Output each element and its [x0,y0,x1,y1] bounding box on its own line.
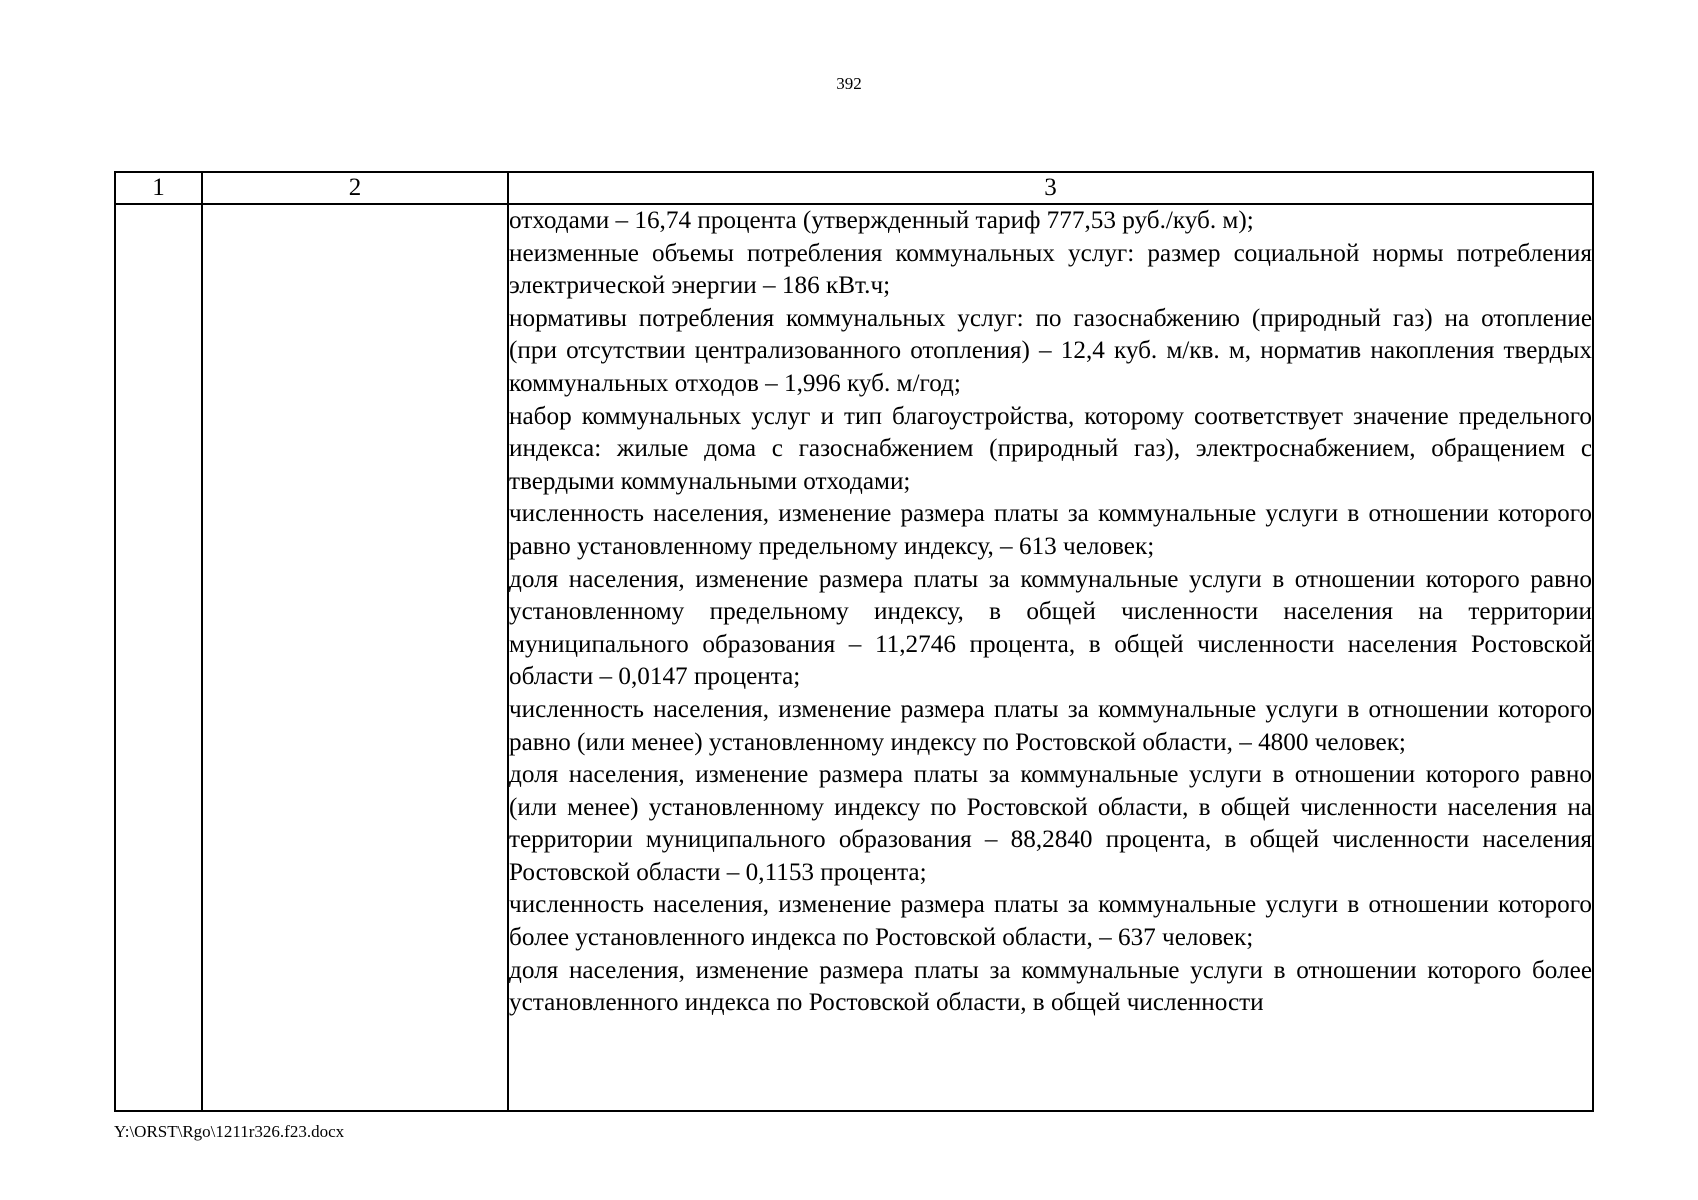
column-header-3: 3 [508,172,1593,204]
paragraph: нормативы потребления коммунальных услуг: по газоснабжению (природный газ) на отопление (при отсутствии централизованного отопления) – 12,4 куб. м/кв. м, норматив накопления твердых коммунальных отходов – 1,996 куб. м/год; [509,304,1592,397]
column-2-cell [202,204,508,1111]
table-row [115,204,1593,1111]
paragraph: набор коммунальных услуг и тип благоустройства, которому соответствует значение предельного индекса: жилые дома с газоснабжением (природный газ), электроснабжением, обращением с твердыми коммунальными отходами; [509,402,1592,495]
paragraph: численность населения, изменение размера платы за коммунальные услуги в отношении которого более установленного индекса по Ростовской области, – 637 человек; [509,891,1592,952]
column-3-cell [508,204,1593,1111]
paragraph: доля населения, изменение размера платы за коммунальные услуги в отношении которого равно (или менее) установленному индексу по Ростовской области, в общей численности населения на территории муниципального образования – 88,2840 процента, в общей численности населения Ростовской области – 0,1153 процента; [509,761,1592,886]
footer-file-path: Y:\ORST\Rgo\1211r326.f23.docx [114,1122,345,1141]
paragraph: доля населения, изменение размера платы за коммунальные услуги в отношении которого более установленного индекса по Ростовской области, в общей численности [509,956,1592,1017]
table-header-row [115,172,1593,204]
column-1-cell [115,204,202,1111]
paragraph: численность населения, изменение размера платы за коммунальные услуги в отношении которого равно установленному предельному индексу, – 613 человек; [509,500,1592,560]
page-number: 392 [836,74,862,93]
column-header-1: 1 [115,172,202,204]
paragraph: доля населения, изменение размера платы за коммунальные услуги в отношении которого равно установленному предельному индексу, в общей численности населения на территории муниципального образования – 11,2746 процента, в общей численности населения Ростовской области – 0,0147 процента; [509,565,1592,691]
document-table [114,171,1594,1112]
paragraph: неизменные объемы потребления коммунальных услуг: размер социальной нормы потребления электрической энергии – 186 кВт.ч; [509,239,1592,300]
paragraph: отходами – 16,74 процента (утвержденный тариф 777,53 руб./куб. м); [509,207,1254,234]
column-header-2: 2 [202,172,508,204]
paragraph: численность населения, изменение размера платы за коммунальные услуги в отношении которого равно (или менее) установленному индексу по Ростовской области, – 4800 человек; [509,695,1592,756]
